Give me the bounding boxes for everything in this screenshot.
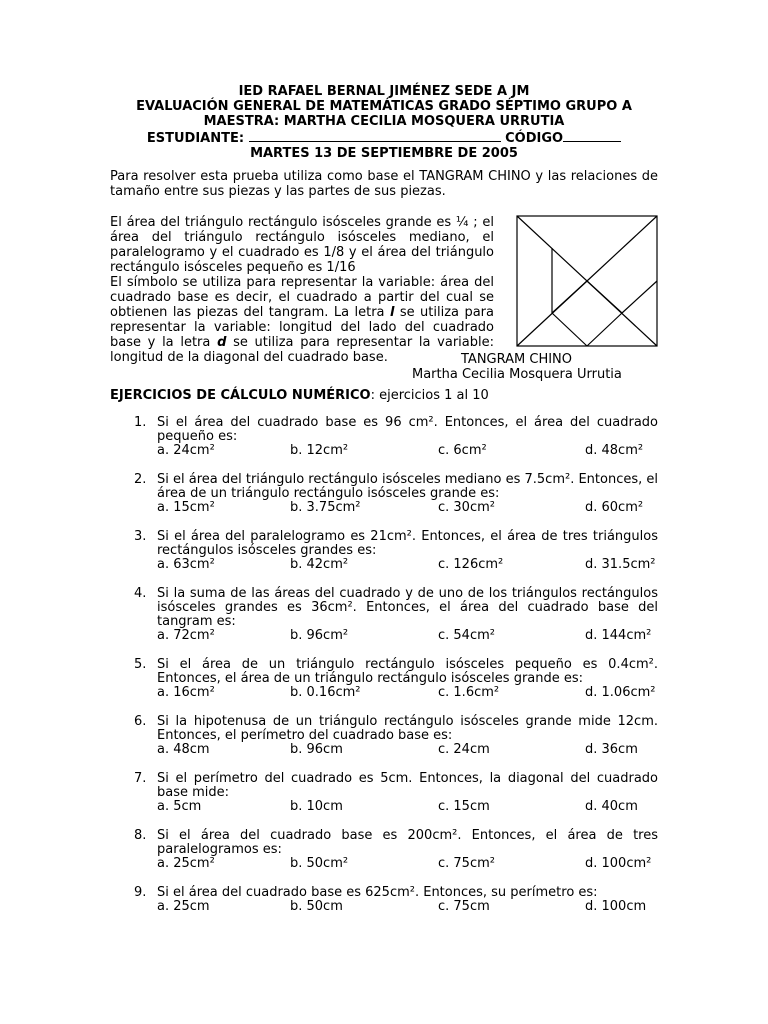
document-header <box>110 84 658 161</box>
option-c: c. 126cm² <box>438 557 504 572</box>
code-label: CÓDIGO <box>505 131 564 146</box>
answer-options <box>157 800 658 814</box>
exercise-number: 4. <box>134 586 147 601</box>
tangram-medium-triangle-edge <box>622 281 657 313</box>
option-c: c. 15cm <box>438 799 490 814</box>
tangram-figure <box>516 215 660 349</box>
option-a: a. 24cm² <box>157 443 215 458</box>
option-b: b. 50cm² <box>290 856 349 871</box>
tangram-small-triangle-edge <box>552 313 587 346</box>
student-label: ESTUDIANTE: <box>146 131 245 146</box>
exercise-question: Si la hipotenusa de un triángulo rectángulo isósceles grande mide 12cm. Entonces, el perímetro del cuadrado base es: <box>157 714 658 743</box>
exercise-item <box>110 473 658 515</box>
option-a: a. 25cm² <box>157 856 215 871</box>
option-b: b. 42cm² <box>290 557 349 572</box>
exercise-number: 5. <box>134 657 147 672</box>
option-d: d. 60cm² <box>585 500 644 515</box>
answer-options <box>157 444 658 458</box>
letter-l: l <box>389 305 395 320</box>
option-c: c. 1.6cm² <box>438 685 500 700</box>
exercise-item <box>110 587 658 643</box>
teacher-name: MAESTRA: MARTHA CECILIA MOSQUERA URRUTIA <box>203 114 565 129</box>
exercise-number: 2. <box>134 472 147 487</box>
areas-text-c: se utiliza para representar la variable: longitud de la diagonal del cuadrado base. <box>110 335 494 365</box>
areas-paragraph-2 <box>110 275 494 365</box>
option-c: c. 75cm <box>438 899 490 914</box>
option-a: a. 16cm² <box>157 685 215 700</box>
option-b: b. 0.16cm² <box>290 685 361 700</box>
option-b: b. 3.75cm² <box>290 500 361 515</box>
option-b: b. 96cm <box>290 742 343 757</box>
exercise-number: 9. <box>134 885 147 900</box>
option-c: c. 24cm <box>438 742 490 757</box>
option-d: d. 36cm <box>585 742 638 757</box>
exercise-question: Si el área del triángulo rectángulo isósceles mediano es 7.5cm². Entonces, el área de un triángulo rectángulo isósceles grande es: <box>157 472 658 501</box>
option-d: d. 144cm² <box>585 628 652 643</box>
student-name-blank <box>249 129 501 142</box>
section-heading <box>110 388 489 403</box>
exercise-number: 6. <box>134 714 147 729</box>
exercise-question: Si el área del paralelogramo es 21cm². Entonces, el área de tres triángulos rectángulos isósceles grandes es: <box>157 529 658 558</box>
answer-options <box>157 900 658 914</box>
option-c: c. 6cm² <box>438 443 487 458</box>
option-c: c. 75cm² <box>438 856 495 871</box>
exercise-item <box>110 658 658 700</box>
option-a: a. 5cm <box>157 799 202 814</box>
answer-options <box>157 558 658 572</box>
tangram-large-triangle-edge <box>587 216 657 281</box>
exercise-number: 1. <box>134 415 147 430</box>
answer-options <box>157 857 658 871</box>
option-d: d. 1.06cm² <box>585 685 656 700</box>
tangram-square-edge-top <box>587 281 622 313</box>
code-blank <box>563 129 621 142</box>
answer-options <box>157 629 658 643</box>
letter-d: d <box>217 335 227 350</box>
option-d: d. 48cm² <box>585 443 644 458</box>
school-name: IED RAFAEL BERNAL JIMÉNEZ SEDE A JM <box>238 84 530 99</box>
exercise-item <box>110 416 658 458</box>
exercise-question: Si el área del cuadrado base es 625cm². Entonces, su perímetro es: <box>157 885 598 900</box>
option-d: d. 100cm² <box>585 856 652 871</box>
exercise-question: Si el área del cuadrado base es 96 cm². Entonces, el área del cuadrado pequeño es: <box>157 415 658 444</box>
option-a: a. 63cm² <box>157 557 215 572</box>
intro-text: Para resolver esta prueba utiliza como base el TANGRAM CHINO y las relaciones de tamaño entre sus piezas y las partes de sus piezas. <box>110 169 658 199</box>
exercise-question: Si el área del cuadrado base es 200cm². Entonces, el área de tres paralelogramos es: <box>157 828 658 857</box>
exercise-question: Si el perímetro del cuadrado es 5cm. Entonces, la diagonal del cuadrado base mide: <box>157 771 658 800</box>
exercise-item <box>110 530 658 572</box>
section-title: EJERCICIOS DE CÁLCULO NUMÉRICO <box>110 388 371 403</box>
areas-text-b: se utiliza para representar la variable: longitud del lado del cuadrado base y la letra <box>110 305 494 350</box>
option-d: d. 100cm <box>585 899 647 914</box>
exercise-item <box>110 772 658 814</box>
answer-options <box>157 501 658 515</box>
option-a: a. 48cm <box>157 742 210 757</box>
student-line <box>110 129 658 146</box>
option-d: d. 31.5cm² <box>585 557 656 572</box>
areas-paragraph-1: El área del triángulo rectángulo isósceles grande es ¼ ; el área del triángulo rectángulo isósceles mediano, el paralelogramo y el cuadrado es 1/8 y el área del triángulo rectángulo isósceles pequeño es 1/16 <box>110 215 494 275</box>
option-b: b. 10cm <box>290 799 343 814</box>
exercise-question: Si el área de un triángulo rectángulo isósceles pequeño es 0.4cm². Entonces, el área de un triángulo rectángulo isósceles grande es: <box>157 657 658 686</box>
exercise-question: Si la suma de las áreas del cuadrado y de uno de los triángulos rectángulos isósceles grandes es 36cm². Entonces, el área del cuadrado base del tangram es: <box>157 586 658 629</box>
exercise-number: 3. <box>134 529 147 544</box>
option-d: d. 40cm <box>585 799 638 814</box>
option-b: b. 12cm² <box>290 443 349 458</box>
option-c: c. 54cm² <box>438 628 495 643</box>
option-a: a. 15cm² <box>157 500 215 515</box>
option-b: b. 96cm² <box>290 628 349 643</box>
answer-options <box>157 686 658 700</box>
exercise-number: 7. <box>134 771 147 786</box>
section-subtitle: : ejercicios 1 al 10 <box>370 388 489 403</box>
option-a: a. 25cm <box>157 899 210 914</box>
exam-title: EVALUACIÓN GENERAL DE MATEMÁTICAS GRADO SÉPTIMO GRUPO A <box>136 99 632 114</box>
exercise-number: 8. <box>134 828 147 843</box>
option-c: c. 30cm² <box>438 500 495 515</box>
areas-text-a: El símbolo se utiliza para representar la variable: área del cuadrado base es decir, el cuadrado a partir del cual se obtienen las piezas del tangram. La letra <box>110 275 494 320</box>
exercise-item <box>110 886 658 914</box>
option-b: b. 50cm <box>290 899 343 914</box>
exercise-item <box>110 715 658 757</box>
tangram-square-edge-bottom <box>587 313 622 346</box>
tangram-caption: TANGRAM CHINO <box>461 352 573 367</box>
exercise-list <box>110 416 658 929</box>
option-a: a. 72cm² <box>157 628 215 643</box>
areas-description <box>110 215 494 365</box>
exam-date: MARTES 13 DE SEPTIEMBRE DE 2005 <box>250 146 518 161</box>
tangram-author: Martha Cecilia Mosquera Urrutia <box>412 367 622 382</box>
answer-options <box>157 743 658 757</box>
exercise-item <box>110 829 658 871</box>
